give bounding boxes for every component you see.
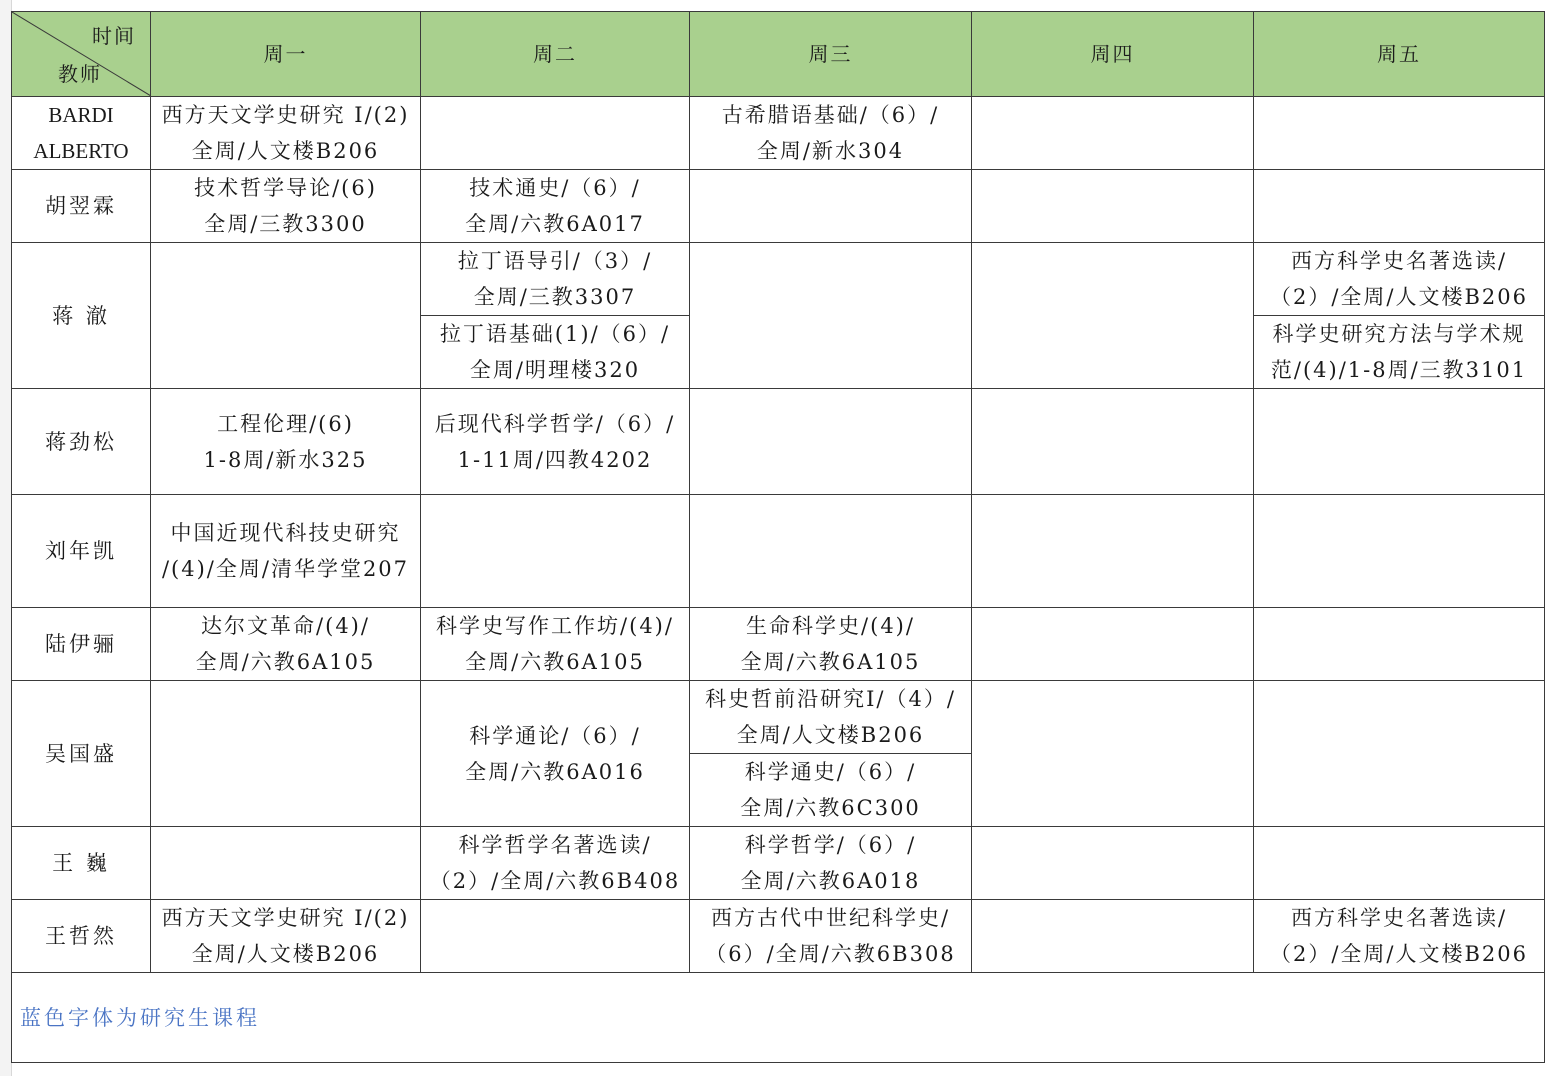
teacher-name: 吴国盛	[12, 681, 151, 827]
empty-cell-wed	[690, 243, 972, 389]
teacher-row-lu	[12, 608, 1545, 681]
empty-cell-thu	[972, 608, 1254, 681]
teacher-name: 王哲然	[12, 900, 151, 973]
course-cell-tue	[421, 827, 690, 900]
teacher-row-wang-zheran	[12, 900, 1545, 973]
empty-cell-thu	[972, 97, 1254, 170]
course-detail: /(4)/全周/清华学堂207	[161, 557, 410, 581]
course-title: 西方天文学史研究 I/(2)	[161, 103, 410, 127]
empty-cell-thu	[972, 900, 1254, 973]
course-detail: （2）/全周/人文楼B206	[1269, 285, 1529, 309]
corner-teacher-label: 教师	[58, 62, 102, 86]
empty-cell-fri	[1254, 827, 1545, 900]
teacher-row-wu	[12, 681, 1545, 754]
course-detail: 全周/六教6A105	[465, 650, 645, 674]
course-detail: 全周/人文楼B206	[191, 139, 380, 163]
empty-cell-fri	[1254, 170, 1545, 243]
teacher-name: 王 巍	[12, 827, 151, 900]
teacher-name: 蒋劲松	[12, 389, 151, 495]
empty-cell-tue	[421, 495, 690, 608]
course-detail: 范/(4)/1-8周/三教3101	[1270, 358, 1528, 382]
empty-cell-fri	[1254, 608, 1545, 681]
course-cell-mon	[151, 608, 421, 681]
course-cell-mon	[151, 389, 421, 495]
course-title: 生命科学史/(4)/	[746, 614, 915, 638]
day-header-fri: 周五	[1254, 12, 1545, 97]
empty-cell-wed	[690, 170, 972, 243]
teacher-name: 蒋 澈	[12, 243, 151, 389]
empty-cell-mon	[151, 243, 421, 389]
course-title: 西方天文学史研究 I/(2)	[161, 906, 410, 930]
empty-cell-thu	[972, 243, 1254, 389]
course-detail: 1-11周/四教4202	[457, 447, 653, 472]
course-title: 科学哲学名著选读/	[458, 833, 652, 857]
course-detail: （2）/全周/六教6B408	[429, 869, 681, 893]
empty-cell-fri	[1254, 389, 1545, 495]
course-title: 工程伦理/(6)	[217, 411, 354, 436]
empty-cell-fri	[1254, 495, 1545, 608]
course-title: 西方古代中世纪科学史/	[710, 906, 951, 930]
day-header-tue: 周二	[421, 12, 690, 97]
teacher-row-jiang-che	[12, 243, 1545, 316]
course-title: 西方科学史名著选读/	[1290, 906, 1508, 930]
course-title: 科史哲前沿研究I/（4）/	[705, 687, 956, 711]
empty-cell-tue	[421, 97, 690, 170]
course-detail: 全周/六教6A017	[465, 212, 645, 236]
day-header-wed: 周三	[690, 12, 972, 97]
course-title: 科学通史/（6）/	[744, 760, 917, 784]
course-cell-wed	[690, 608, 972, 681]
course-detail: 全周/三教3307	[473, 285, 637, 309]
schedule-table	[11, 11, 1545, 1063]
empty-cell-thu	[972, 389, 1254, 495]
day-header-mon: 周一	[151, 12, 421, 97]
course-detail: 全周/六教6A105	[195, 650, 376, 674]
course-title: 西方科学史名著选读/	[1290, 249, 1508, 273]
corner-header	[12, 12, 151, 97]
course-detail: （6）/全周/六教6B308	[705, 942, 956, 966]
course-title: 科学史写作工作坊/(4)/	[436, 614, 674, 638]
course-cell-mon	[151, 495, 421, 608]
course-detail: 全周/新水304	[756, 139, 905, 163]
course-detail: 1-8周/新水325	[203, 447, 368, 472]
course-title: 技术通史/（6）/	[469, 176, 641, 200]
empty-cell-thu	[972, 681, 1254, 827]
empty-cell-thu	[972, 170, 1254, 243]
course-detail: （2）/全周/人文楼B206	[1269, 942, 1529, 966]
teacher-name: 刘年凯	[12, 495, 151, 608]
course-title: 科学史研究方法与学术规	[1272, 322, 1526, 346]
course-title: 拉丁语基础(1)/（6）/	[439, 322, 671, 346]
teacher-name: 陆伊骊	[12, 608, 151, 681]
course-cell-tue	[421, 681, 690, 827]
course-cell-wed	[690, 900, 972, 973]
empty-cell-tue	[421, 900, 690, 973]
course-title: 后现代科学哲学/（6）/	[434, 411, 676, 436]
course-cell-tue	[421, 243, 690, 316]
course-cell-mon	[151, 97, 421, 170]
course-cell-wed	[690, 754, 972, 827]
teacher-row-hu	[12, 170, 1545, 243]
course-detail: 全周/人文楼B206	[736, 723, 925, 747]
footnote-row	[12, 973, 1545, 1063]
course-cell-fri	[1254, 900, 1545, 973]
empty-cell-thu	[972, 827, 1254, 900]
course-cell-fri	[1254, 316, 1545, 389]
empty-cell-wed	[690, 495, 972, 608]
course-detail: 全周/六教6A018	[740, 869, 921, 893]
corner-time-label: 时间	[92, 24, 136, 48]
teacher-row-jiang-jinsong	[12, 389, 1545, 495]
course-title: 中国近现代科技史研究	[170, 521, 401, 545]
course-detail: 全周/六教6A105	[740, 650, 921, 674]
teacher-name: BARDI ALBERTO	[12, 97, 151, 170]
course-cell-tue	[421, 316, 690, 389]
empty-cell-wed	[690, 389, 972, 495]
course-cell-mon	[151, 900, 421, 973]
header-row	[12, 12, 1545, 97]
empty-cell-mon	[151, 681, 421, 827]
course-cell-wed	[690, 681, 972, 754]
empty-cell-thu	[972, 495, 1254, 608]
course-title: 科学通论/（6）/	[469, 723, 641, 748]
empty-cell-mon	[151, 827, 421, 900]
course-cell-wed	[690, 827, 972, 900]
teacher-row-wang-wei	[12, 827, 1545, 900]
course-title: 达尔文革命/(4)/	[201, 614, 370, 638]
course-cell-fri	[1254, 243, 1545, 316]
course-detail: 全周/人文楼B206	[191, 942, 380, 966]
course-cell-wed	[690, 97, 972, 170]
course-cell-tue	[421, 170, 690, 243]
teacher-row-bardi	[12, 97, 1545, 170]
empty-cell-fri	[1254, 681, 1545, 827]
legend-note: 蓝色字体为研究生课程	[12, 973, 1545, 1063]
course-detail: 全周/三教3300	[204, 212, 367, 236]
course-detail: 全周/明理楼320	[469, 358, 641, 382]
course-title: 拉丁语导引/（3）/	[457, 249, 653, 273]
teacher-name: 胡翌霖	[12, 170, 151, 243]
course-detail: 全周/六教6C300	[740, 796, 921, 820]
course-cell-tue	[421, 608, 690, 681]
course-cell-tue	[421, 389, 690, 495]
course-cell-mon	[151, 170, 421, 243]
empty-cell-fri	[1254, 97, 1545, 170]
course-title: 科学哲学/（6）/	[744, 833, 917, 857]
course-title: 技术哲学导论/(6)	[194, 176, 377, 200]
course-title: 古希腊语基础/（6）/	[721, 103, 940, 127]
teacher-row-liu	[12, 495, 1545, 608]
day-header-thu: 周四	[972, 12, 1254, 97]
course-detail: 全周/六教6A016	[465, 759, 645, 784]
